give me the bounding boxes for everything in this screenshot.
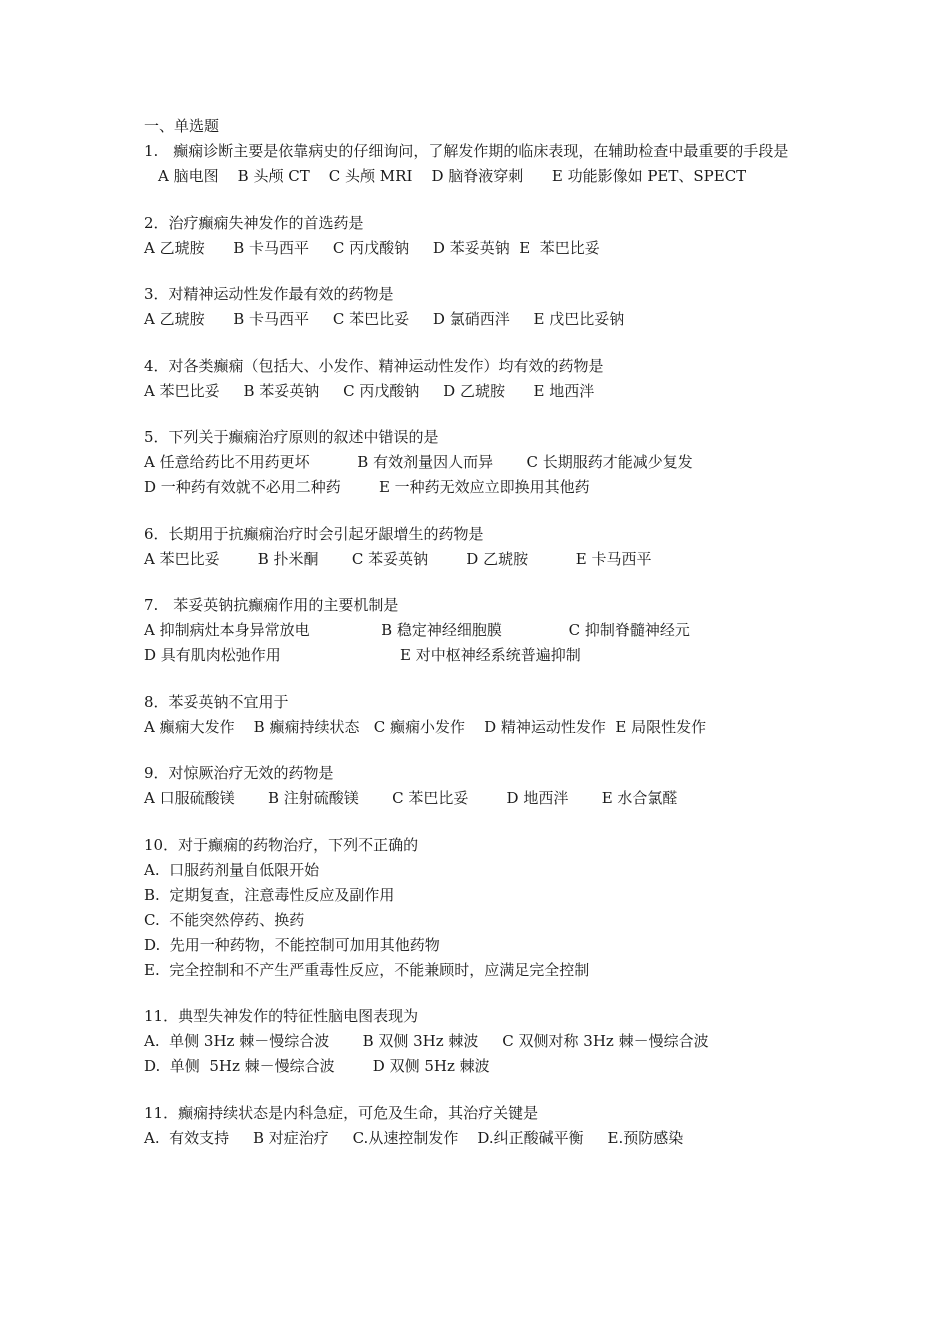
- question-options: A 乙琥胺 B 卡马西平 C 苯巴比妥 D 氯硝西泮 E 戊巴比妥钠: [144, 310, 625, 328]
- question-options: D. 单侧 5Hz 棘－慢综合波 D 双侧 5Hz 棘波: [144, 1057, 490, 1075]
- question-stem: 8．苯妥英钠不宜用于: [144, 692, 289, 711]
- question-9: [144, 761, 824, 811]
- question-option: B. 定期复查，注意毒性反应及副作用: [144, 885, 395, 904]
- question-4: [144, 354, 824, 404]
- question-options: D 一种药有效就不必用二种药 E 一种药无效应立即换用其他药: [144, 478, 590, 496]
- question-11-second: [144, 1101, 824, 1151]
- question-8: [144, 690, 824, 740]
- section-title: 一、单选题: [144, 117, 220, 135]
- question-5: [144, 425, 824, 500]
- question-stem: 9．对惊厥治疗无效的药物是: [144, 764, 334, 782]
- question-options: A 口服硫酸镁 B 注射硫酸镁 C 苯巴比妥 D 地西泮 E 水合氯醛: [144, 789, 678, 807]
- document-page: [144, 114, 824, 1151]
- question-option: D. 先用一种药物，不能控制可加用其他药物: [144, 935, 440, 954]
- question-options: A 癫痫大发作 B 癫痫持续状态 C 癫痫小发作 D 精神运动性发作 E 局限性发作: [144, 717, 707, 736]
- question-3: [144, 282, 824, 332]
- question-option: E. 完全控制和不产生严重毒性反应，不能兼顾时，应满足完全控制: [144, 960, 590, 979]
- question-options: A 苯巴比妥 B 扑米酮 C 苯妥英钠 D 乙琥胺 E 卡马西平: [144, 549, 652, 568]
- question-options: A. 单侧 3Hz 棘－慢综合波 B 双侧 3Hz 棘波 C 双侧对称 3Hz 棘－慢综合波: [144, 1032, 709, 1050]
- question-stem: 1. 癫痫诊断主要是依靠病史的仔细询问，了解发作期的临床表现，在辅助检查中最重要的手段是: [144, 142, 789, 160]
- question-11: [144, 1004, 824, 1079]
- question-options: A 苯巴比妥 B 苯妥英钠 C 丙戊酸钠 D 乙琥胺 E 地西泮: [144, 381, 595, 400]
- question-10: [144, 833, 824, 983]
- question-options: A. 有效支持 B 对症治疗 C.从速控制发作 D.纠正酸碱平衡 E.预防感染: [144, 1128, 684, 1147]
- question-7: [144, 593, 824, 668]
- question-options: A 任意给药比不用药更坏 B 有效剂量因人而异 C 长期服药才能减少复发: [144, 453, 693, 471]
- question-stem: 5．下列关于癫痫治疗原则的叙述中错误的是: [144, 428, 439, 446]
- question-options: A 乙琥胺 B 卡马西平 C 丙戊酸钠 D 苯妥英钠 E 苯巴比妥: [144, 238, 600, 257]
- question-stem: 11．癫痫持续状态是内科急症，可危及生命，其治疗关键是: [144, 1103, 539, 1122]
- question-1: [144, 139, 824, 189]
- question-stem: 4．对各类癫痫（包括大、小发作、精神运动性发作）均有效的药物是: [144, 356, 604, 375]
- question-stem: 6．长期用于抗癫痫治疗时会引起牙龈增生的药物是: [144, 524, 484, 543]
- question-options: A 脑电图 B 头颅 CT C 头颅 MRI D 脑脊液穿刺 E 功能影像如 PET、SPECT: [158, 167, 747, 185]
- question-2: [144, 211, 824, 261]
- question-stem: 10．对于癫痫的药物治疗，下列不正确的: [144, 835, 419, 854]
- question-6: [144, 522, 824, 572]
- question-options: D 具有肌肉松弛作用 E 对中枢神经系统普遍抑制: [144, 646, 581, 664]
- question-option: C. 不能突然停药、换药: [144, 910, 305, 929]
- question-stem: 7. 苯妥英钠抗癫痫作用的主要机制是: [144, 596, 399, 614]
- question-stem: 3．对精神运动性发作最有效的药物是: [144, 285, 394, 303]
- question-option: A. 口服药剂量自低限开始: [144, 860, 320, 879]
- question-stem: 2．治疗癫痫失神发作的首选药是: [144, 213, 364, 232]
- question-stem: 11．典型失神发作的特征性脑电图表现为: [144, 1007, 419, 1025]
- question-options: A 抑制病灶本身异常放电 B 稳定神经细胞膜 C 抑制脊髓神经元: [144, 621, 690, 639]
